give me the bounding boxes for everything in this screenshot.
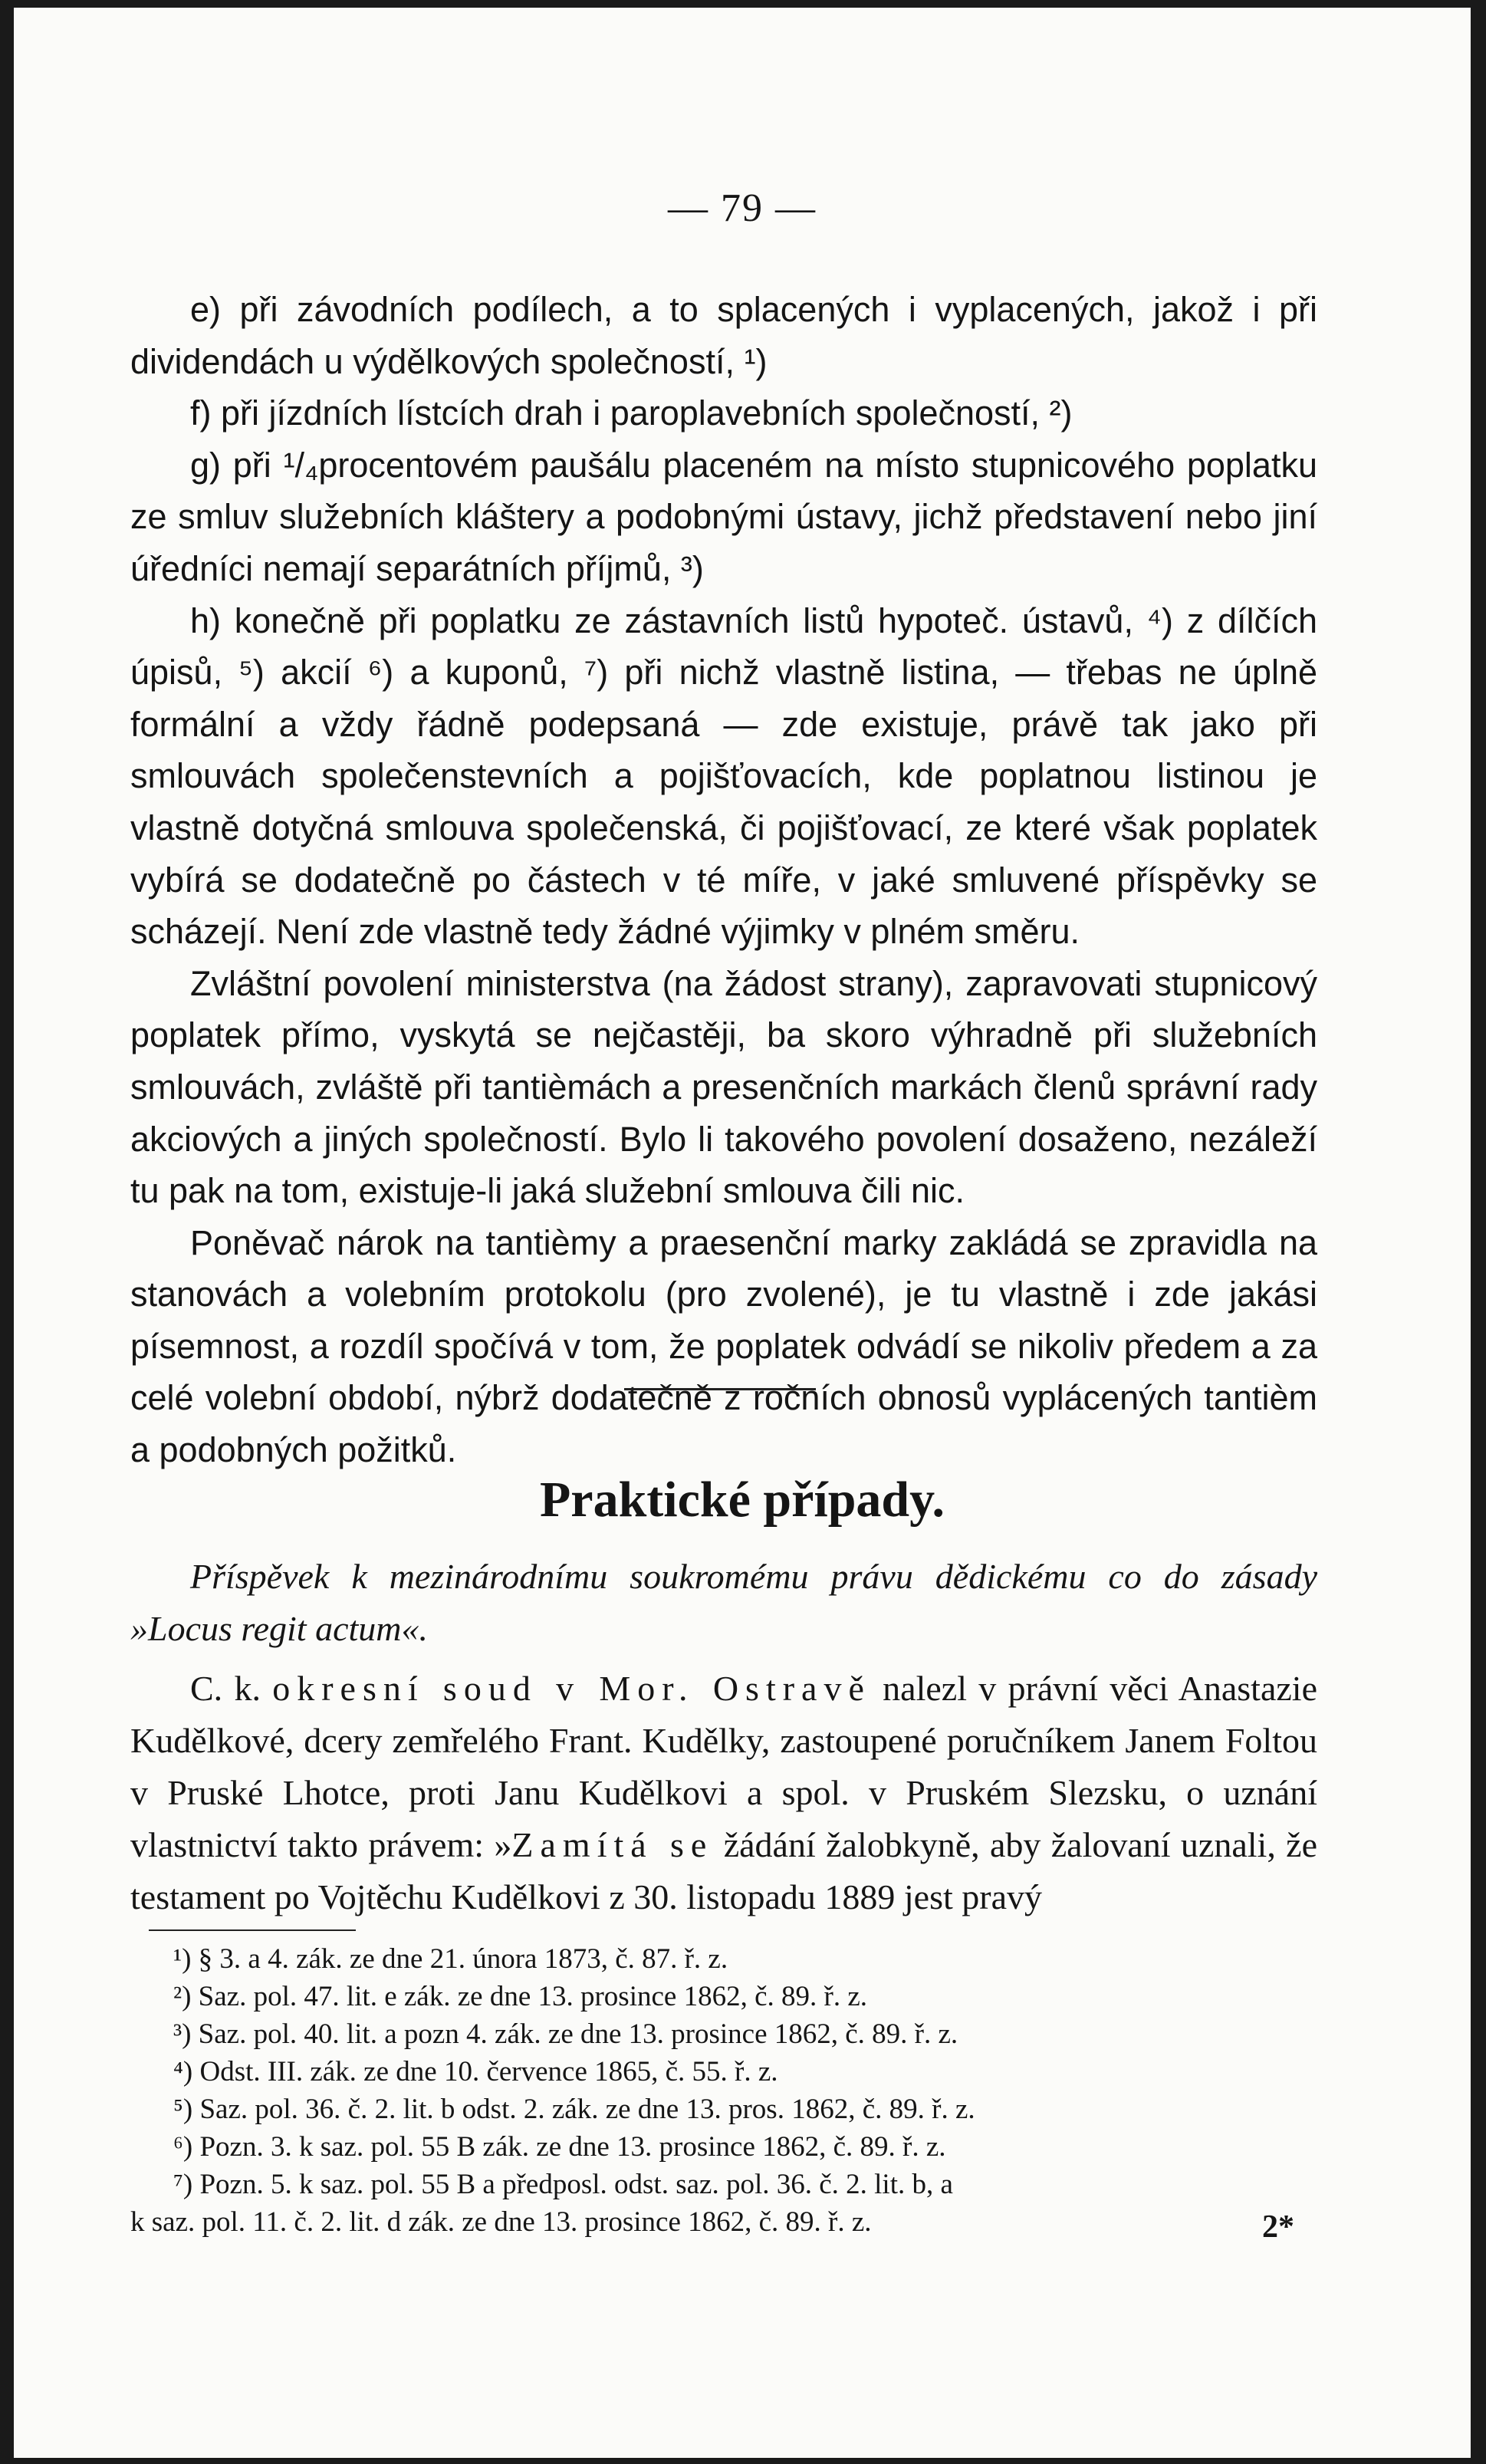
footnote-6: ⁶) Pozn. 3. k saz. pol. 55 B zák. ze dne 13. prosince 1862, č. 89. ř. z. (173, 2131, 946, 2163)
document-page (14, 8, 1471, 2458)
footnote-divider (149, 1929, 356, 1931)
paragraph-h: h) konečně při poplatku ze zástavních listů hypoteč. ústavů, ⁴) z dílčích úpisů, ⁵) akcií ⁶) a kuponů, ⁷) při nichž vlastně listina, — třebas ne úplně formální a vždy řádně podepsaná — zde existuje, právě tak jako při smlouvách společenstevních a pojišťovacích, kde poplatnou listinou je vlastně dotyčná smlouva společenská, či pojišťovací, ze které však poplatek vybírá se dodatečně po částech v té míře, v jaké smluvené příspěvky se scházejí. Není zde vlastně tedy žádné výjimky v plném směru. (130, 600, 1317, 952)
paragraph-tantiemes: Poněvač nárok na tantièmy a praesenční marky zakládá se zpravidla na stanovách a volebním protokolu (pro zvolené), je tu vlastně i zde jakási písemnost, a rozdíl spočívá v tom, že poplatek odvádí se nikoliv předem a za celé volební období, nýbrž dodatečně z ročních obnosů vyplácených tantièm a podobných požitků. (130, 1222, 1317, 1470)
case-text (130, 1551, 1317, 1923)
footnote-7: ⁷) Pozn. 5. k saz. pol. 55 B a předposl. odst. saz. pol. 36. č. 2. lit. b, a (173, 2169, 953, 2200)
section-divider (624, 1388, 816, 1390)
paragraph-f: f) při jízdních lístcích drah i paroplavebních společností, ²) (190, 393, 1073, 433)
footnote-3: ³) Saz. pol. 40. lit. a pozn 4. zák. ze dne 13. prosince 1862, č. 89. ř. z. (173, 2018, 958, 2050)
paragraph-special-permission: Zvláštní povolení ministerstva (na žádost strany), zapravovati stupnicový poplatek přímo, vyskytá se nejčastěji, ba skoro výhradně při služebních smlouvách, zvláště při tantièmách a presenčních markách členů správní rady akciových a jiných společností. Bylo li takového povolení dosaženo, nezáleží tu pak na tom, existuje-li jaká služební smlouva čili nic. (130, 963, 1317, 1211)
case-intro: C. k. (190, 1669, 261, 1708)
footnote-1: ¹) § 3. a 4. zák. ze dne 21. února 1873, č. 87. ř. z. (173, 1943, 728, 1975)
case-paragraph (130, 1663, 1317, 1923)
case-text-1: nalezl v právní věci Anastazie Kudělkové, dcery zemřelého Frant. Kudělky, zastoupené poručníkem Janem Foltou v Pruské Lhotce, proti Janu Kudělkovi a spol. v Pruském Slezsku, o uznání vlastnictví takto právem: » (130, 1669, 1317, 1864)
footnote-4: ⁴) Odst. III. zák. ze dne 10. července 1865, č. 55. ř. z. (173, 2056, 778, 2087)
section-heading: Praktické případy. (539, 1472, 945, 1528)
paragraph-g: g) při ¹/₄procentovém paušálu placeném na místo stupnicového poplatku ze smluv služebních kláštery a podobnými ústavy, jichž představení nebo jiní úředníci nemají separátních příjmů, ³) (130, 445, 1317, 588)
section-subheading: Příspěvek k mezinárodnímu soukromému právu dědickému co do zásady »Locus regit actum«. (130, 1557, 1317, 1648)
footnotes (130, 1940, 1317, 2241)
footnote-7-continued: k saz. pol. 11. č. 2. lit. d zák. ze dne 13. prosince 1862, č. 89. ř. z. (130, 2206, 872, 2238)
page-number: — 79 — (668, 186, 817, 230)
footnote-5: ⁵) Saz. pol. 36. č. 2. lit. b odst. 2. zák. ze dne 13. pros. 1862, č. 89. ř. z. (173, 2094, 975, 2125)
court-name: okresní soud v Mor. Ostravě (272, 1669, 871, 1708)
case-text-2: žádání žalobkyně, aby žalovaní uznali, že testament po Vojtěchu Kudělkovi z 30. listopadu 1889 jest pravý (130, 1825, 1318, 1916)
verdict: Zamítá se (511, 1825, 714, 1864)
footnote-2: ²) Saz. pol. 47. lit. e zák. ze dne 13. prosince 1862, č. 89. ř. z. (173, 1981, 868, 2012)
signature-mark: 2* (1262, 2209, 1294, 2245)
body-text (130, 284, 1317, 1476)
paragraph-e: e) při závodních podílech, a to splacených i vyplacených, jakož i při dividendách u výdělkových společností, ¹) (130, 290, 1317, 381)
